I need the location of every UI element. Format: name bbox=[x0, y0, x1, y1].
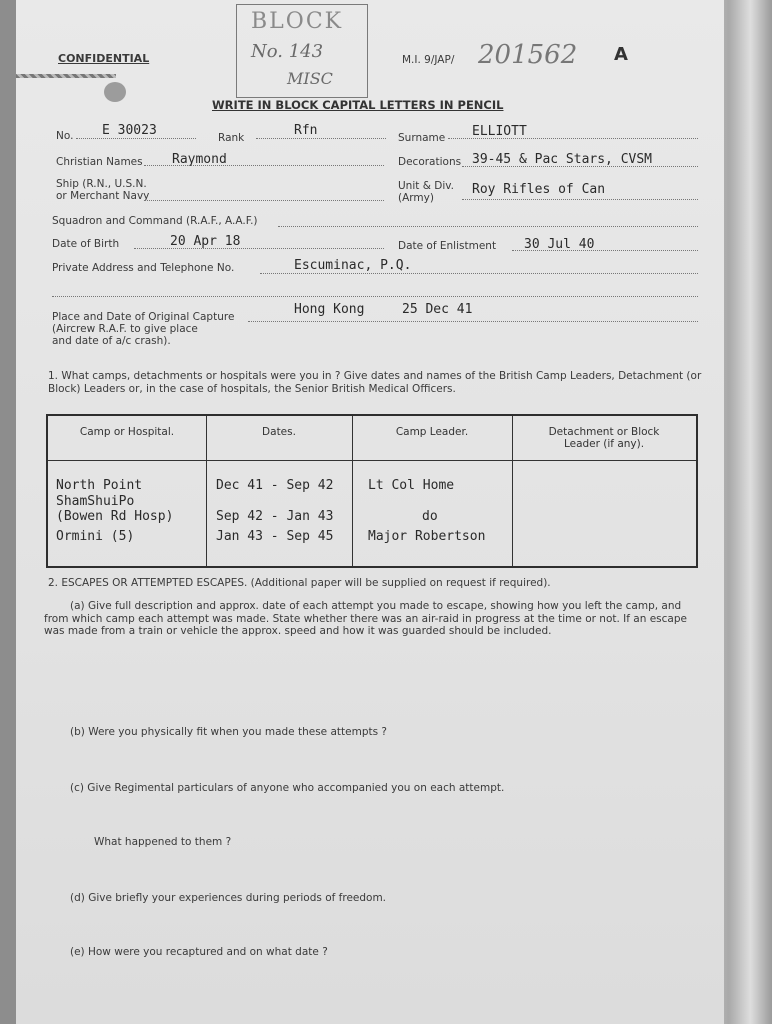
decorations-label: Decorations bbox=[398, 156, 462, 168]
table-cell-camp: North Point bbox=[56, 478, 143, 493]
question-2a-text: (a) Give full description and approx. date of each attempt you made to escape, showing how you left the camp, and from which camp each attempt was made. State whether there was an air-raid in progress at the time or not. If an escape was made from a train or vehicle the approx. speed and how it was guarded should be included. bbox=[44, 600, 687, 637]
capture-label-2: (Aircrew R.A.F. to give place bbox=[52, 323, 198, 335]
surname-label: Surname bbox=[398, 132, 446, 144]
table-cell-camp: ShamShuiPo bbox=[56, 494, 135, 509]
form-suffix: A bbox=[614, 44, 628, 65]
table-cell-camp: (Bowen Rd Hosp) bbox=[56, 509, 174, 524]
decorations-value: 39-45 & Pac Stars, CVSM bbox=[472, 152, 653, 167]
ship-label: Ship (R.N., U.S.N. bbox=[56, 178, 147, 190]
col-header-dates: Dates. bbox=[262, 426, 296, 438]
capture-label-3: and date of a/c crash). bbox=[52, 335, 171, 347]
dob-value: 20 Apr 18 bbox=[170, 234, 241, 249]
block-stamp bbox=[236, 4, 368, 98]
ship-label-2: or Merchant Navy bbox=[56, 190, 150, 202]
table-cell-dates: Dec 41 - Sep 42 bbox=[216, 478, 334, 493]
stamp-misc: MISC bbox=[287, 69, 333, 88]
christian-names-label: Christian Names bbox=[56, 156, 143, 168]
enlistment-value: 30 Jul 40 bbox=[524, 237, 595, 252]
stamp-block-text: BLOCK bbox=[251, 9, 344, 34]
capture-place: Hong Kong bbox=[294, 302, 365, 317]
rank-value: Rfn bbox=[294, 123, 318, 138]
unit-label: Unit & Div. bbox=[398, 180, 454, 192]
table-cell-leader: do bbox=[422, 509, 438, 524]
question-2b-text: (b) Were you physically fit when you made these attempts ? bbox=[70, 726, 387, 738]
table-cell-leader: Lt Col Home bbox=[368, 478, 455, 493]
no-value: E 30023 bbox=[102, 123, 157, 138]
instruction-heading: WRITE IN BLOCK CAPITAL LETTERS IN PENCIL bbox=[212, 98, 504, 112]
capture-label: Place and Date of Original Capture bbox=[52, 311, 235, 323]
mi-reference: M.I. 9/JAP/ bbox=[402, 54, 455, 66]
confidential-label: CONFIDENTIAL bbox=[58, 52, 150, 65]
col-header-leader: Camp Leader. bbox=[395, 426, 469, 438]
squadron-label: Squadron and Command (R.A.F., A.A.F.) bbox=[52, 215, 258, 227]
tag-string bbox=[16, 74, 116, 78]
christian-names-value: Raymond bbox=[172, 152, 227, 167]
question-2e-text: (e) How were you recaptured and on what date ? bbox=[70, 946, 328, 958]
table-cell-dates: Jan 43 - Sep 45 bbox=[216, 529, 334, 544]
address-label: Private Address and Telephone No. bbox=[52, 262, 235, 274]
punch-hole bbox=[104, 82, 126, 102]
table-cell-leader: Major Robertson bbox=[368, 529, 486, 544]
unit-value: Roy Rifles of Can bbox=[472, 182, 606, 197]
col-header-camp: Camp or Hospital. bbox=[79, 426, 175, 438]
question-2c-followup: What happened to them ? bbox=[94, 836, 232, 848]
dob-label: Date of Birth bbox=[52, 238, 120, 250]
enlistment-label: Date of Enlistment bbox=[398, 240, 497, 252]
address-value: Escuminac, P.Q. bbox=[294, 258, 412, 273]
question-1-text: 1. What camps, detachments or hospitals were you in ? Give dates and names of the British Camp Leaders, Detachment (or Block) Leaders or, in the case of hospitals, the Senior British Medical Officers. bbox=[48, 370, 702, 395]
table-cell-dates: Sep 42 - Jan 43 bbox=[216, 509, 334, 524]
document-page bbox=[16, 0, 724, 1024]
rank-label: Rank bbox=[218, 132, 245, 144]
question-2c-text: (c) Give Regimental particulars of anyone who accompanied you on each attempt. bbox=[70, 782, 505, 794]
no-label: No. bbox=[56, 130, 74, 142]
table-cell-camp: Ormini (5) bbox=[56, 529, 135, 544]
question-2d-text: (d) Give briefly your experiences during periods of freedom. bbox=[70, 892, 387, 904]
col-header-detachment: Detachment or Block Leader (if any). bbox=[548, 426, 660, 450]
question-2-heading: 2. ESCAPES OR ATTEMPTED ESCAPES. (Additional paper will be supplied on request if required). bbox=[48, 577, 551, 589]
capture-date: 25 Dec 41 bbox=[402, 302, 473, 317]
camps-table bbox=[46, 414, 698, 568]
handwritten-number: 201562 bbox=[478, 40, 578, 70]
surname-value: ELLIOTT bbox=[472, 124, 527, 139]
stamp-number: No. 143 bbox=[251, 41, 324, 62]
unit-label-2: (Army) bbox=[398, 192, 434, 204]
